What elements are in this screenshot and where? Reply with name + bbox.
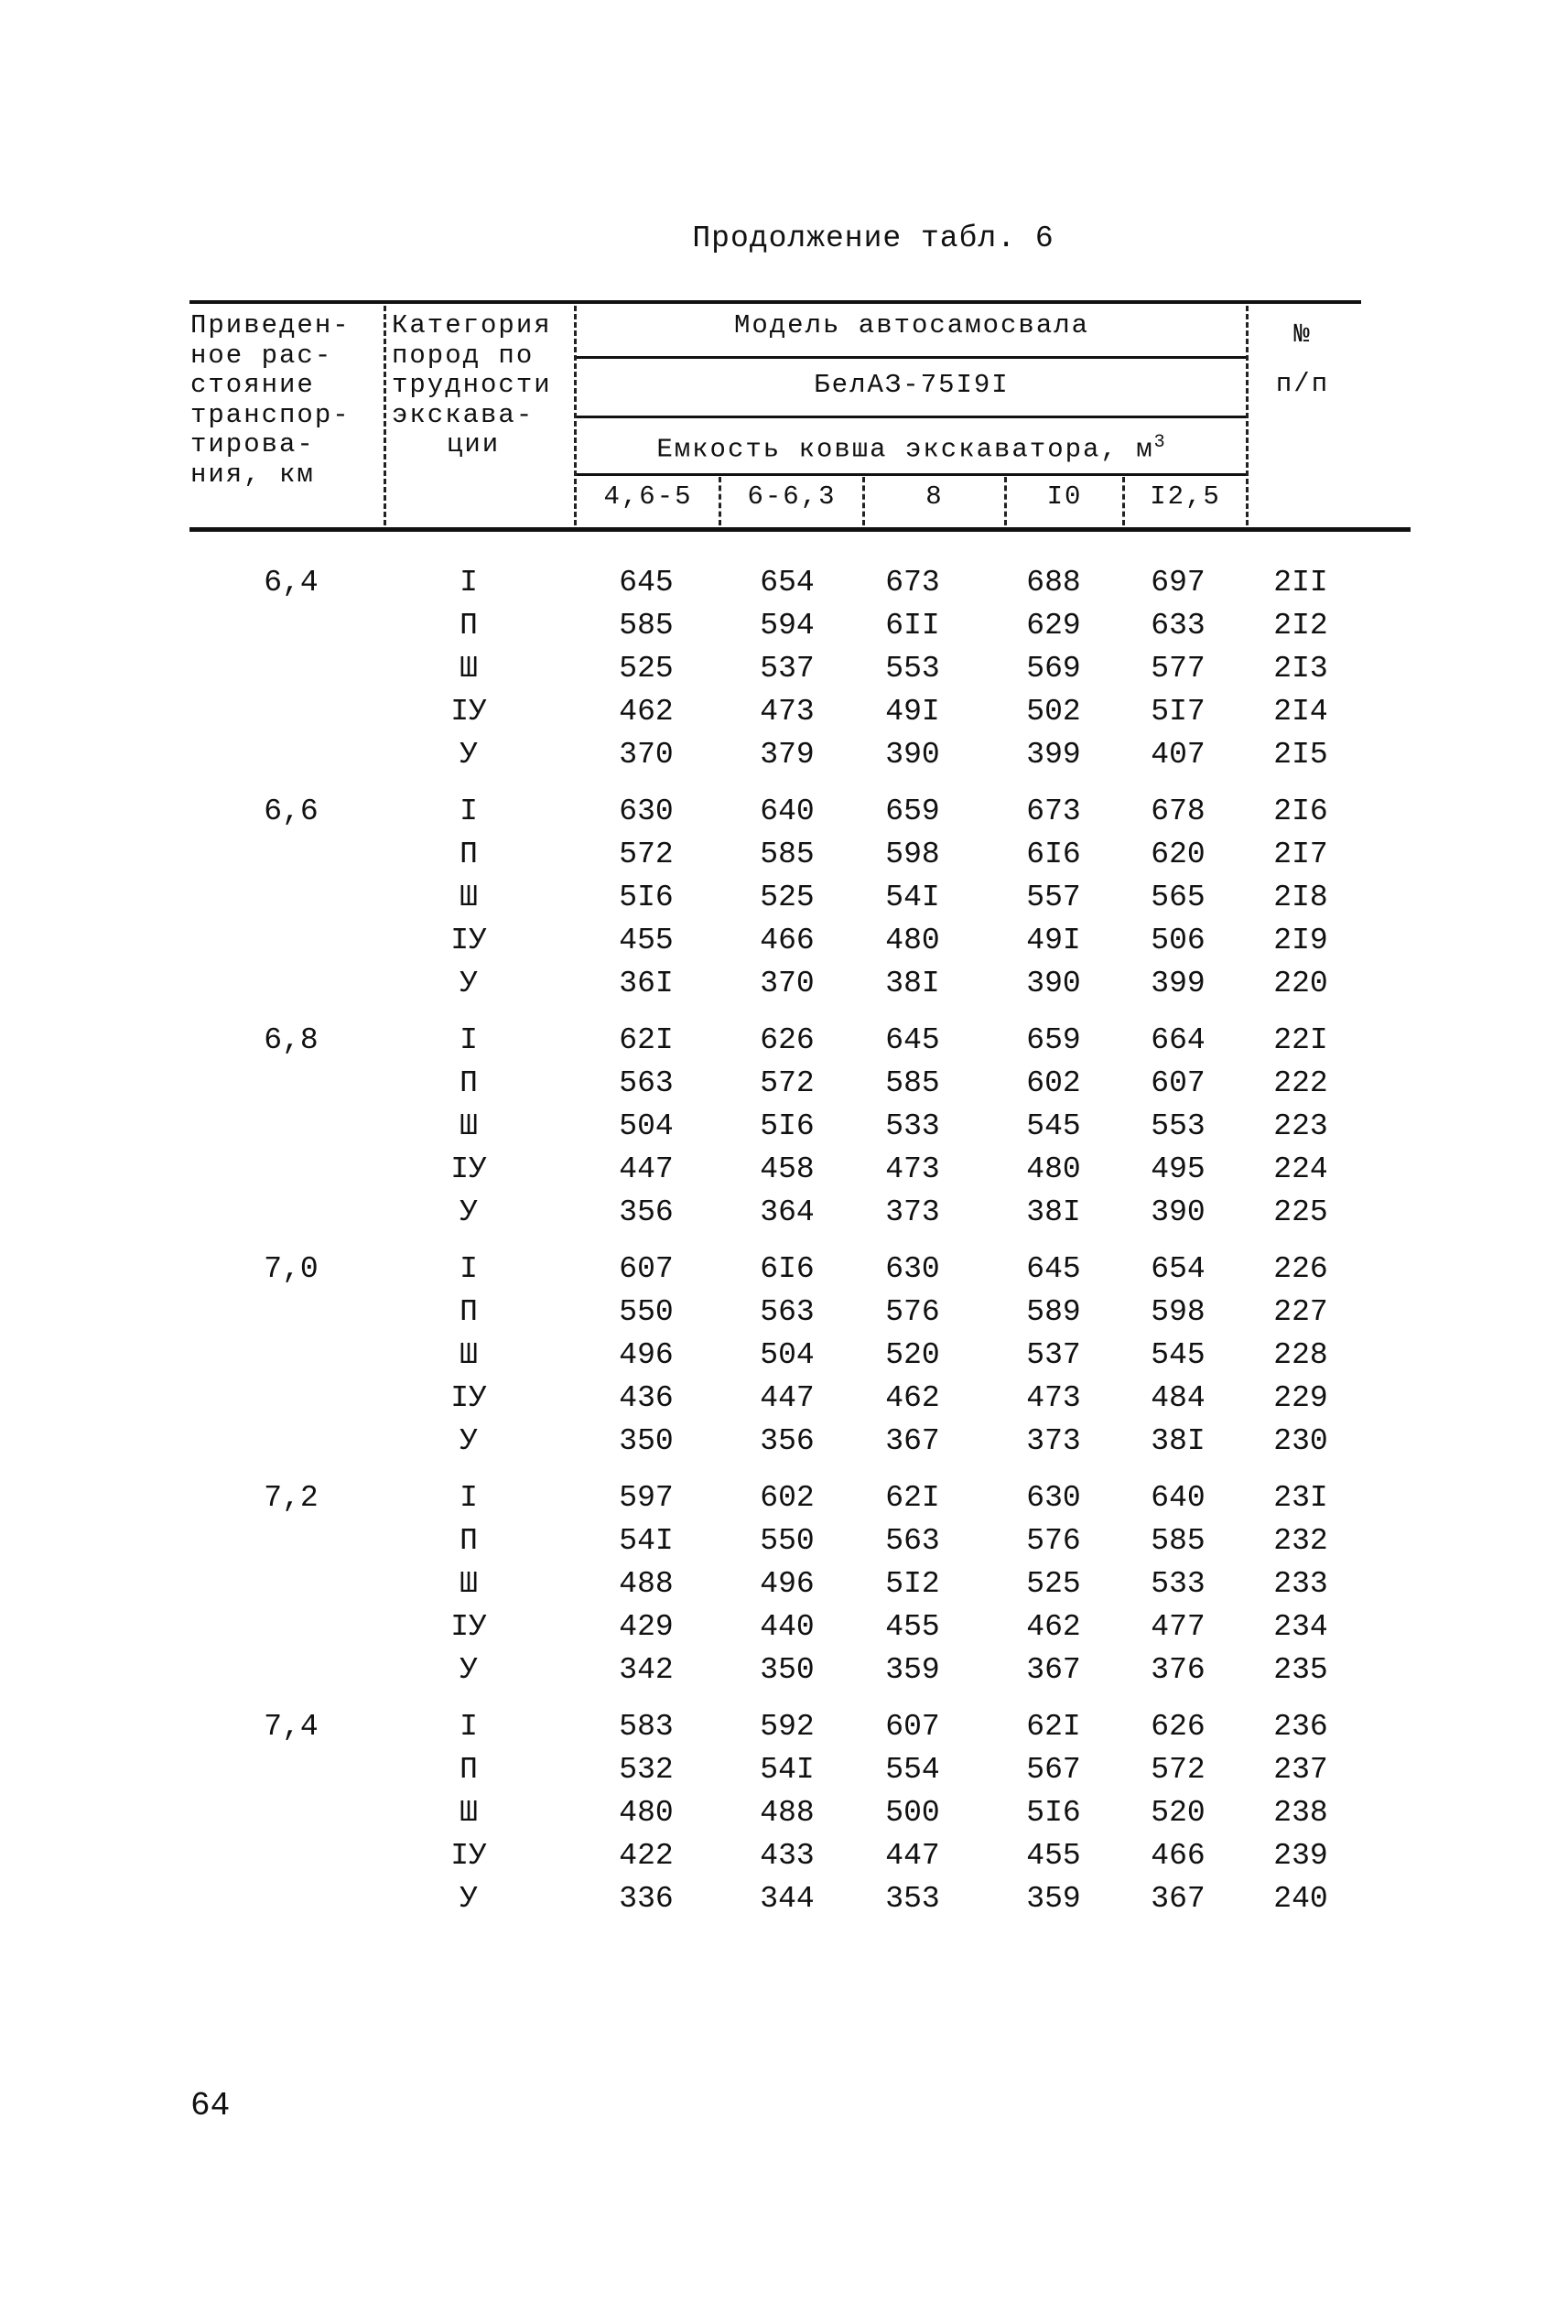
- rock-category: I: [460, 566, 478, 600]
- productivity-value: 49I: [1026, 923, 1081, 957]
- productivity-value: 645: [619, 566, 674, 600]
- productivity-value: 376: [1151, 1652, 1206, 1687]
- productivity-value: 607: [619, 1252, 674, 1286]
- number-header-bottom: п/п: [1275, 369, 1330, 399]
- row-number: 224: [1273, 1151, 1328, 1186]
- row-number: 22I: [1273, 1023, 1328, 1057]
- productivity-value: 602: [1026, 1065, 1081, 1100]
- productivity-value: 583: [619, 1710, 674, 1744]
- productivity-value: 49I: [885, 694, 940, 729]
- rock-category: У: [460, 966, 478, 1000]
- rock-category: П: [460, 1523, 478, 1558]
- rock-category: У: [460, 1652, 478, 1687]
- productivity-value: 364: [760, 1194, 815, 1229]
- productivity-value: 6I6: [760, 1252, 815, 1286]
- productivity-value: 630: [1026, 1481, 1081, 1515]
- distance-value: 6,4: [264, 566, 319, 600]
- row-number: 228: [1273, 1337, 1328, 1372]
- rock-category: IУ: [450, 694, 487, 729]
- productivity-value: 356: [760, 1423, 815, 1458]
- distance-header: [190, 311, 351, 490]
- productivity-value: 455: [1026, 1838, 1081, 1873]
- productivity-value: 554: [885, 1752, 940, 1787]
- rock-category: Ш: [460, 880, 478, 914]
- rock-category: I: [460, 794, 478, 828]
- productivity-value: 626: [760, 1023, 815, 1057]
- rock-category: У: [460, 1194, 478, 1229]
- bucket-size: 8: [925, 481, 944, 512]
- row-number: 2II: [1273, 566, 1328, 600]
- productivity-value: 359: [885, 1652, 940, 1687]
- productivity-value: 473: [885, 1151, 940, 1186]
- productivity-value: 466: [760, 923, 815, 957]
- productivity-value: 630: [619, 794, 674, 828]
- row-number: 234: [1273, 1609, 1328, 1644]
- productivity-value: 594: [760, 608, 815, 643]
- productivity-value: 429: [619, 1609, 674, 1644]
- productivity-value: 563: [760, 1294, 815, 1329]
- row-number: 238: [1273, 1795, 1328, 1830]
- productivity-value: 589: [1026, 1294, 1081, 1329]
- productivity-value: 533: [885, 1108, 940, 1143]
- productivity-value: 462: [885, 1380, 940, 1415]
- header-line: стояние: [190, 370, 315, 400]
- model-header: Модель автосамосвала: [733, 310, 1090, 340]
- productivity-value: 54I: [619, 1523, 674, 1558]
- capacity-header: [577, 428, 1247, 465]
- productivity-value: 525: [760, 880, 815, 914]
- productivity-value: 504: [619, 1108, 674, 1143]
- row-number: 232: [1273, 1523, 1328, 1558]
- productivity-value: 645: [1026, 1252, 1081, 1286]
- rock-category: IУ: [450, 1151, 487, 1186]
- productivity-value: 577: [1151, 651, 1206, 686]
- row-number: 222: [1273, 1065, 1328, 1100]
- category-header: [392, 311, 552, 460]
- productivity-value: 620: [1151, 837, 1206, 871]
- rock-category: IУ: [450, 1380, 487, 1415]
- table-continuation-title: Продолжение табл. 6: [692, 222, 1054, 255]
- productivity-value: 537: [1026, 1337, 1081, 1372]
- productivity-value: 455: [619, 923, 674, 957]
- productivity-value: 563: [619, 1065, 674, 1100]
- rock-category: Ш: [460, 1108, 478, 1143]
- row-number: 235: [1273, 1652, 1328, 1687]
- productivity-value: 455: [885, 1609, 940, 1644]
- productivity-value: 645: [885, 1023, 940, 1057]
- productivity-value: 440: [760, 1609, 815, 1644]
- rock-category: Ш: [460, 1566, 478, 1601]
- rock-category: Ш: [460, 651, 478, 686]
- productivity-value: 502: [1026, 694, 1081, 729]
- rock-category: IУ: [450, 923, 487, 957]
- row-number: 2I3: [1273, 651, 1328, 686]
- rock-category: I: [460, 1481, 478, 1515]
- productivity-value: 630: [885, 1252, 940, 1286]
- productivity-value: 407: [1151, 737, 1206, 772]
- row-number: 23I: [1273, 1481, 1328, 1515]
- productivity-value: 664: [1151, 1023, 1206, 1057]
- row-number: 236: [1273, 1710, 1328, 1744]
- distance-value: 6,6: [264, 794, 319, 828]
- rock-category: У: [460, 1423, 478, 1458]
- productivity-value: 496: [619, 1337, 674, 1372]
- productivity-value: 553: [1151, 1108, 1206, 1143]
- row-number: 226: [1273, 1252, 1328, 1286]
- productivity-value: 506: [1151, 923, 1206, 957]
- row-number: 2I9: [1273, 923, 1328, 957]
- header-top-rule: [189, 300, 1361, 304]
- row-number: 2I5: [1273, 737, 1328, 772]
- productivity-value: 462: [1026, 1609, 1081, 1644]
- productivity-value: 585: [619, 608, 674, 643]
- productivity-value: 344: [760, 1881, 815, 1916]
- productivity-value: 390: [885, 737, 940, 772]
- row-number: 230: [1273, 1423, 1328, 1458]
- rock-category: Ш: [460, 1795, 478, 1830]
- rock-category: П: [460, 1294, 478, 1329]
- productivity-value: 633: [1151, 608, 1206, 643]
- productivity-value: 370: [619, 737, 674, 772]
- header-line: тирова-: [190, 429, 315, 459]
- productivity-value: 447: [760, 1380, 815, 1415]
- productivity-value: 520: [1151, 1795, 1206, 1830]
- productivity-value: 598: [885, 837, 940, 871]
- productivity-value: 576: [1026, 1523, 1081, 1558]
- productivity-value: 678: [1151, 794, 1206, 828]
- distance-value: 7,2: [264, 1481, 319, 1515]
- productivity-value: 697: [1151, 566, 1206, 600]
- productivity-value: 399: [1151, 966, 1206, 1000]
- productivity-value: 592: [760, 1710, 815, 1744]
- header-line: экскава-: [392, 399, 535, 430]
- row-number: 233: [1273, 1566, 1328, 1601]
- row-number: 2I8: [1273, 880, 1328, 914]
- rock-category: П: [460, 1065, 478, 1100]
- bucket-size: I2,5: [1150, 481, 1221, 512]
- rock-category: I: [460, 1252, 478, 1286]
- productivity-value: 458: [760, 1151, 815, 1186]
- productivity-value: 359: [1026, 1881, 1081, 1916]
- productivity-value: 336: [619, 1881, 674, 1916]
- rock-category: I: [460, 1710, 478, 1744]
- productivity-value: 473: [1026, 1380, 1081, 1415]
- productivity-value: 597: [619, 1481, 674, 1515]
- productivity-value: 5I7: [1151, 694, 1206, 729]
- productivity-value: 62I: [885, 1481, 940, 1515]
- productivity-value: 484: [1151, 1380, 1206, 1415]
- productivity-value: 550: [760, 1523, 815, 1558]
- productivity-value: 6II: [885, 608, 940, 643]
- productivity-value: 367: [1151, 1881, 1206, 1916]
- header-line: транспор-: [190, 399, 351, 430]
- productivity-value: 379: [760, 737, 815, 772]
- productivity-value: 673: [885, 566, 940, 600]
- productivity-value: 488: [760, 1795, 815, 1830]
- rock-category: П: [460, 1752, 478, 1787]
- rock-category: I: [460, 1023, 478, 1057]
- productivity-value: 54I: [760, 1752, 815, 1787]
- row-number: 220: [1273, 966, 1328, 1000]
- productivity-value: 480: [619, 1795, 674, 1830]
- productivity-value: 688: [1026, 566, 1081, 600]
- productivity-value: 585: [885, 1065, 940, 1100]
- productivity-value: 598: [1151, 1294, 1206, 1329]
- productivity-value: 5I2: [885, 1566, 940, 1601]
- header-line: ния, км: [190, 459, 315, 490]
- productivity-value: 550: [619, 1294, 674, 1329]
- row-number: 223: [1273, 1108, 1328, 1143]
- rock-category: У: [460, 1881, 478, 1916]
- productivity-value: 500: [885, 1795, 940, 1830]
- page-number: 64: [190, 2087, 231, 2124]
- productivity-value: 504: [760, 1337, 815, 1372]
- productivity-value: 572: [760, 1065, 815, 1100]
- productivity-value: 629: [1026, 608, 1081, 643]
- productivity-value: 640: [760, 794, 815, 828]
- productivity-value: 569: [1026, 651, 1081, 686]
- rock-category: Ш: [460, 1337, 478, 1372]
- distance-value: 6,8: [264, 1023, 319, 1057]
- productivity-value: 567: [1026, 1752, 1081, 1787]
- distance-value: 7,4: [264, 1710, 319, 1744]
- productivity-value: 353: [885, 1881, 940, 1916]
- productivity-value: 496: [760, 1566, 815, 1601]
- productivity-value: 38I: [1151, 1423, 1206, 1458]
- row-number: 2I6: [1273, 794, 1328, 828]
- header-bottom-rule: [189, 527, 1411, 532]
- productivity-value: 390: [1026, 966, 1081, 1000]
- productivity-value: 545: [1026, 1108, 1081, 1143]
- productivity-value: 602: [760, 1481, 815, 1515]
- header-line: Приведен-: [190, 310, 351, 340]
- productivity-value: 659: [885, 794, 940, 828]
- productivity-value: 473: [760, 694, 815, 729]
- capacity-divider-rule: [577, 473, 1247, 476]
- productivity-value: 585: [1151, 1523, 1206, 1558]
- productivity-value: 5I6: [760, 1108, 815, 1143]
- productivity-value: 585: [760, 837, 815, 871]
- productivity-value: 525: [619, 651, 674, 686]
- productivity-value: 5I6: [619, 880, 674, 914]
- productivity-value: 350: [619, 1423, 674, 1458]
- productivity-value: 436: [619, 1380, 674, 1415]
- header-line: ции: [447, 429, 501, 459]
- row-number: 240: [1273, 1881, 1328, 1916]
- productivity-value: 480: [885, 923, 940, 957]
- header-line: трудности: [392, 370, 552, 400]
- row-number: 237: [1273, 1752, 1328, 1787]
- productivity-value: 563: [885, 1523, 940, 1558]
- rock-category: У: [460, 737, 478, 772]
- productivity-value: 480: [1026, 1151, 1081, 1186]
- productivity-value: 367: [1026, 1652, 1081, 1687]
- productivity-value: 533: [1151, 1566, 1206, 1601]
- productivity-value: 447: [619, 1151, 674, 1186]
- bucket-size: 6-6,3: [747, 481, 837, 512]
- productivity-value: 525: [1026, 1566, 1081, 1601]
- productivity-value: 433: [760, 1838, 815, 1873]
- productivity-value: 367: [885, 1423, 940, 1458]
- productivity-value: 399: [1026, 737, 1081, 772]
- productivity-value: 607: [1151, 1065, 1206, 1100]
- productivity-value: 350: [760, 1652, 815, 1687]
- productivity-value: 373: [885, 1194, 940, 1229]
- productivity-value: 565: [1151, 880, 1206, 914]
- productivity-value: 342: [619, 1652, 674, 1687]
- column-divider: [384, 306, 386, 525]
- row-number: 2I4: [1273, 694, 1328, 729]
- row-number: 2I7: [1273, 837, 1328, 871]
- productivity-value: 607: [885, 1710, 940, 1744]
- productivity-value: 62I: [1026, 1710, 1081, 1744]
- productivity-value: 572: [619, 837, 674, 871]
- productivity-value: 557: [1026, 880, 1081, 914]
- model-divider-rule: [577, 356, 1247, 359]
- productivity-value: 5I6: [1026, 1795, 1081, 1830]
- row-number: 229: [1273, 1380, 1328, 1415]
- productivity-value: 572: [1151, 1752, 1206, 1787]
- productivity-value: 659: [1026, 1023, 1081, 1057]
- productivity-value: 466: [1151, 1838, 1206, 1873]
- truck-model: БелАЗ-75I9I: [814, 370, 1010, 400]
- productivity-value: 447: [885, 1838, 940, 1873]
- number-header-top: №: [1293, 319, 1312, 350]
- productivity-value: 62I: [619, 1023, 674, 1057]
- productivity-value: 38I: [885, 966, 940, 1000]
- productivity-value: 626: [1151, 1710, 1206, 1744]
- row-number: 227: [1273, 1294, 1328, 1329]
- productivity-value: 488: [619, 1566, 674, 1601]
- distance-value: 7,0: [264, 1252, 319, 1286]
- header-line: ное рас-: [190, 340, 333, 371]
- bucket-size: I0: [1046, 481, 1083, 512]
- productivity-value: 36I: [619, 966, 674, 1000]
- rock-category: IУ: [450, 1838, 487, 1873]
- productivity-value: 673: [1026, 794, 1081, 828]
- productivity-value: 654: [760, 566, 815, 600]
- productivity-value: 370: [760, 966, 815, 1000]
- row-number: 225: [1273, 1194, 1328, 1229]
- bucket-size: 4,6-5: [603, 481, 693, 512]
- productivity-value: 356: [619, 1194, 674, 1229]
- productivity-value: 373: [1026, 1423, 1081, 1458]
- productivity-value: 462: [619, 694, 674, 729]
- productivity-value: 390: [1151, 1194, 1206, 1229]
- productivity-value: 553: [885, 651, 940, 686]
- capacity-label: Емкость ковша экскаватора, м: [656, 434, 1154, 465]
- row-number: 239: [1273, 1838, 1328, 1873]
- capacity-unit-power: 3: [1153, 432, 1167, 453]
- rock-category: IУ: [450, 1609, 487, 1644]
- header-line: Категория: [392, 310, 552, 340]
- productivity-value: 537: [760, 651, 815, 686]
- row-number: 2I2: [1273, 608, 1328, 643]
- productivity-value: 6I6: [1026, 837, 1081, 871]
- productivity-value: 477: [1151, 1609, 1206, 1644]
- productivity-value: 520: [885, 1337, 940, 1372]
- rock-category: П: [460, 837, 478, 871]
- header-line: пород по: [392, 340, 535, 371]
- productivity-value: 495: [1151, 1151, 1206, 1186]
- productivity-value: 545: [1151, 1337, 1206, 1372]
- productivity-value: 640: [1151, 1481, 1206, 1515]
- productivity-value: 654: [1151, 1252, 1206, 1286]
- productivity-value: 38I: [1026, 1194, 1081, 1229]
- productivity-value: 532: [619, 1752, 674, 1787]
- productivity-value: 54I: [885, 880, 940, 914]
- truck-divider-rule: [577, 416, 1247, 418]
- productivity-value: 422: [619, 1838, 674, 1873]
- productivity-value: 576: [885, 1294, 940, 1329]
- rock-category: П: [460, 608, 478, 643]
